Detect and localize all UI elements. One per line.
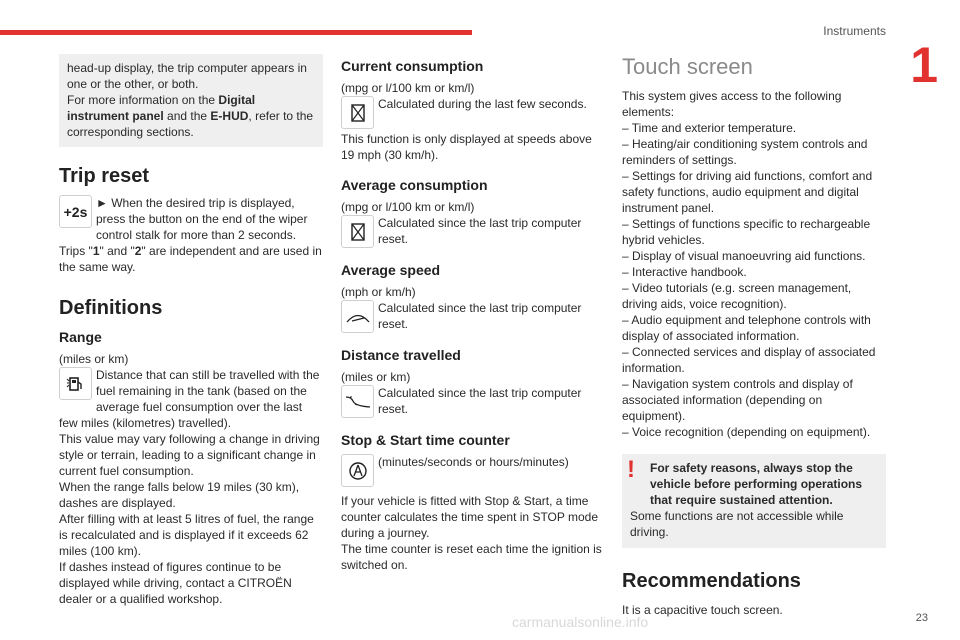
info-box-text-1: head-up display, the trip computer appears in one or the other, or both. — [67, 61, 307, 91]
trips-note: Trips "1" and "2" are independent and are used in the same way. — [59, 244, 322, 274]
current-consumption-units: (mpg or l/100 km or km/l) — [341, 81, 475, 95]
range-para-3: When the range falls below 19 miles (30 km), dashes are displayed. — [59, 480, 300, 510]
average-speed-text: Calculated since the last trip computer reset. — [378, 301, 582, 331]
distance-travelled-units: (miles or km) — [341, 370, 411, 384]
watermark: carmanualsonline.info — [512, 614, 649, 630]
fuel-pump-icon — [59, 367, 92, 400]
average-consumption-heading: Average consumption — [341, 177, 488, 193]
recommendations-heading: Recommendations — [622, 570, 801, 592]
stop-start-para-2: The time counter is reset each time the ignition is switched on. — [341, 542, 602, 572]
safety-warning-box — [622, 454, 886, 548]
stop-start-para-1: If your vehicle is fitted with Stop & Start, a time counter calculates the time spent in STOP mode during a journey. — [341, 494, 599, 540]
distance-travelled-row — [341, 385, 607, 418]
list-item: – Settings of functions specific to rechargeable hybrid vehicles. — [622, 217, 871, 247]
touch-screen-heading: Touch screen — [622, 54, 753, 79]
current-consumption-heading: Current consumption — [341, 58, 484, 74]
top-red-bar — [0, 30, 472, 35]
current-consumption-text: Calculated during the last few seconds. — [378, 97, 587, 111]
column-right — [622, 54, 886, 618]
no-fuel-icon — [341, 96, 374, 129]
running-header: Instruments — [823, 24, 886, 38]
plus-2s-icon: +2s — [59, 195, 92, 228]
average-consumption-text: Calculated since the last trip computer reset. — [378, 216, 582, 246]
speedometer-icon — [341, 300, 374, 333]
list-item: – Video tutorials (e.g. screen management, driving aids, voice recognition). — [622, 281, 852, 311]
average-consumption-row — [341, 215, 607, 248]
list-item: – Display of visual manoeuvring aid functions. — [622, 249, 866, 263]
range-heading: Range — [59, 329, 102, 345]
average-speed-row — [341, 300, 607, 333]
range-para-2: This value may vary following a change in driving style or terrain, leading to a significant change in current fuel consumption. — [59, 432, 320, 478]
definitions-heading: Definitions — [59, 297, 163, 319]
info-box-text-2: For more information on the Digital instrument panel and the E-HUD, refer to the corresponding sections. — [67, 93, 314, 139]
list-item: – Interactive handbook. — [622, 265, 747, 279]
range-units: (miles or km) — [59, 352, 129, 366]
list-item: – Time and exterior temperature. — [622, 121, 797, 135]
range-para-5: If dashes instead of figures continue to be displayed while driving, contact a CITROËN dealer or a qualified workshop. — [59, 560, 292, 606]
stop-start-heading: Stop & Start time counter — [341, 432, 510, 448]
distance-travelled-text: Calculated since the last trip computer reset. — [378, 386, 582, 416]
list-item: – Connected services and display of associated information. — [622, 345, 876, 375]
current-consumption-note: This function is only displayed at speeds above 19 mph (30 km/h). — [341, 132, 592, 162]
column-left — [59, 54, 323, 607]
list-item: – Settings for driving aid functions, comfort and safety functions, audio equipment and digital instrument panel. — [622, 169, 873, 215]
range-text: Distance that can still be travelled with the fuel remaining in the tank (based on the average fuel consumption over the last few miles (kilometres) travelled). — [59, 368, 320, 430]
trip-reset-block — [59, 195, 323, 243]
column-middle — [341, 58, 607, 573]
warning-text: Some functions are not accessible while driving. — [630, 509, 844, 539]
list-item: – Heating/air conditioning system controls and reminders of settings. — [622, 137, 868, 167]
no-fuel-icon — [341, 215, 374, 248]
list-item: – Voice recognition (depending on equipment). — [622, 425, 871, 439]
stop-start-row — [341, 454, 607, 487]
trip-reset-text: ► When the desired trip is displayed, press the button on the end of the wiper control stalk for more than 2 seconds. — [96, 196, 308, 242]
distance-travelled-heading: Distance travelled — [341, 347, 461, 363]
recommendations-text: It is a capacitive touch screen. — [622, 603, 783, 617]
stop-start-units: (minutes/seconds or hours/minutes) — [378, 455, 569, 469]
distance-road-icon — [341, 385, 374, 418]
current-consumption-row — [341, 96, 607, 129]
list-item: – Navigation system controls and display of associated information (depending on equipment). — [622, 377, 853, 423]
trip-reset-heading: Trip reset — [59, 165, 150, 187]
range-para-4: After filling with at least 5 litres of fuel, the range is recalculated and is displayed if it exceeds 62 miles (100 km). — [59, 512, 314, 558]
list-item: – Audio equipment and telephone controls with display of associated information. — [622, 313, 871, 343]
info-box — [59, 54, 323, 147]
warning-icon: ! — [627, 456, 635, 483]
range-block — [59, 367, 323, 431]
stop-start-icon — [341, 454, 374, 487]
warning-bold-text: For safety reasons, always stop the vehicle before performing operations that require sustained attention. — [650, 461, 863, 507]
touch-screen-intro: This system gives access to the following elements: — [622, 89, 842, 119]
average-speed-units: (mph or km/h) — [341, 285, 416, 299]
page-number: 23 — [915, 612, 928, 624]
average-consumption-units: (mpg or l/100 km or km/l) — [341, 200, 475, 214]
average-speed-heading: Average speed — [341, 262, 441, 278]
chapter-number: 1 — [910, 37, 938, 93]
